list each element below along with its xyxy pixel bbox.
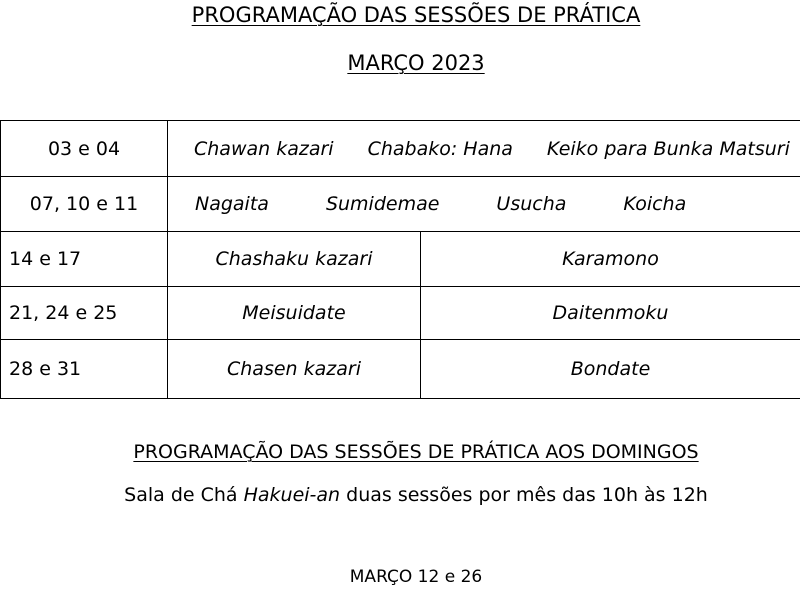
activity: Bondate [421,340,800,399]
table-row [1,340,800,399]
row-activities [168,177,800,232]
activity: Chasen kazari [168,340,421,399]
activity: Nagaita [195,193,269,215]
sunday-dates: MARÇO 12 e 26 [349,567,483,587]
sunday-section-title: PROGRAMAÇÃO DAS SESSÕES DE PRÁTICA AOS DOMINGOS [133,441,699,463]
activity: Chawan kazari [194,137,334,160]
activity: Koicha [623,193,687,215]
page-title: PROGRAMAÇÃO DAS SESSÕES DE PRÁTICA [191,3,641,27]
venue-name: Hakuei-an [243,484,341,506]
row-activities [168,121,800,177]
table-row [1,232,800,287]
activity: Sumidemae [325,193,440,215]
activity: Meisuidate [168,287,421,340]
row-dates: 14 e 17 [1,232,168,287]
month-title: MARÇO 2023 [347,51,485,75]
sunday-description [0,484,800,506]
schedule-table [0,120,800,399]
activity: Daitenmoku [421,287,800,340]
activity: Karamono [421,232,800,287]
row-dates: 03 e 04 [1,121,168,177]
row-dates: 07, 10 e 11 [1,177,168,232]
description-text: Sala de Chá [124,484,244,506]
table-row [1,121,800,177]
row-dates: 28 e 31 [1,340,168,399]
activity: Usucha [496,193,567,215]
table-row [1,287,800,340]
table-row [1,177,800,232]
description-text: duas sessões por mês das 10h às 12h [340,484,708,506]
activity: Chashaku kazari [168,232,421,287]
activity: Keiko para Bunka Matsuri [546,137,790,160]
row-dates: 21, 24 e 25 [1,287,168,340]
activity: Chabako: Hana [367,137,513,160]
